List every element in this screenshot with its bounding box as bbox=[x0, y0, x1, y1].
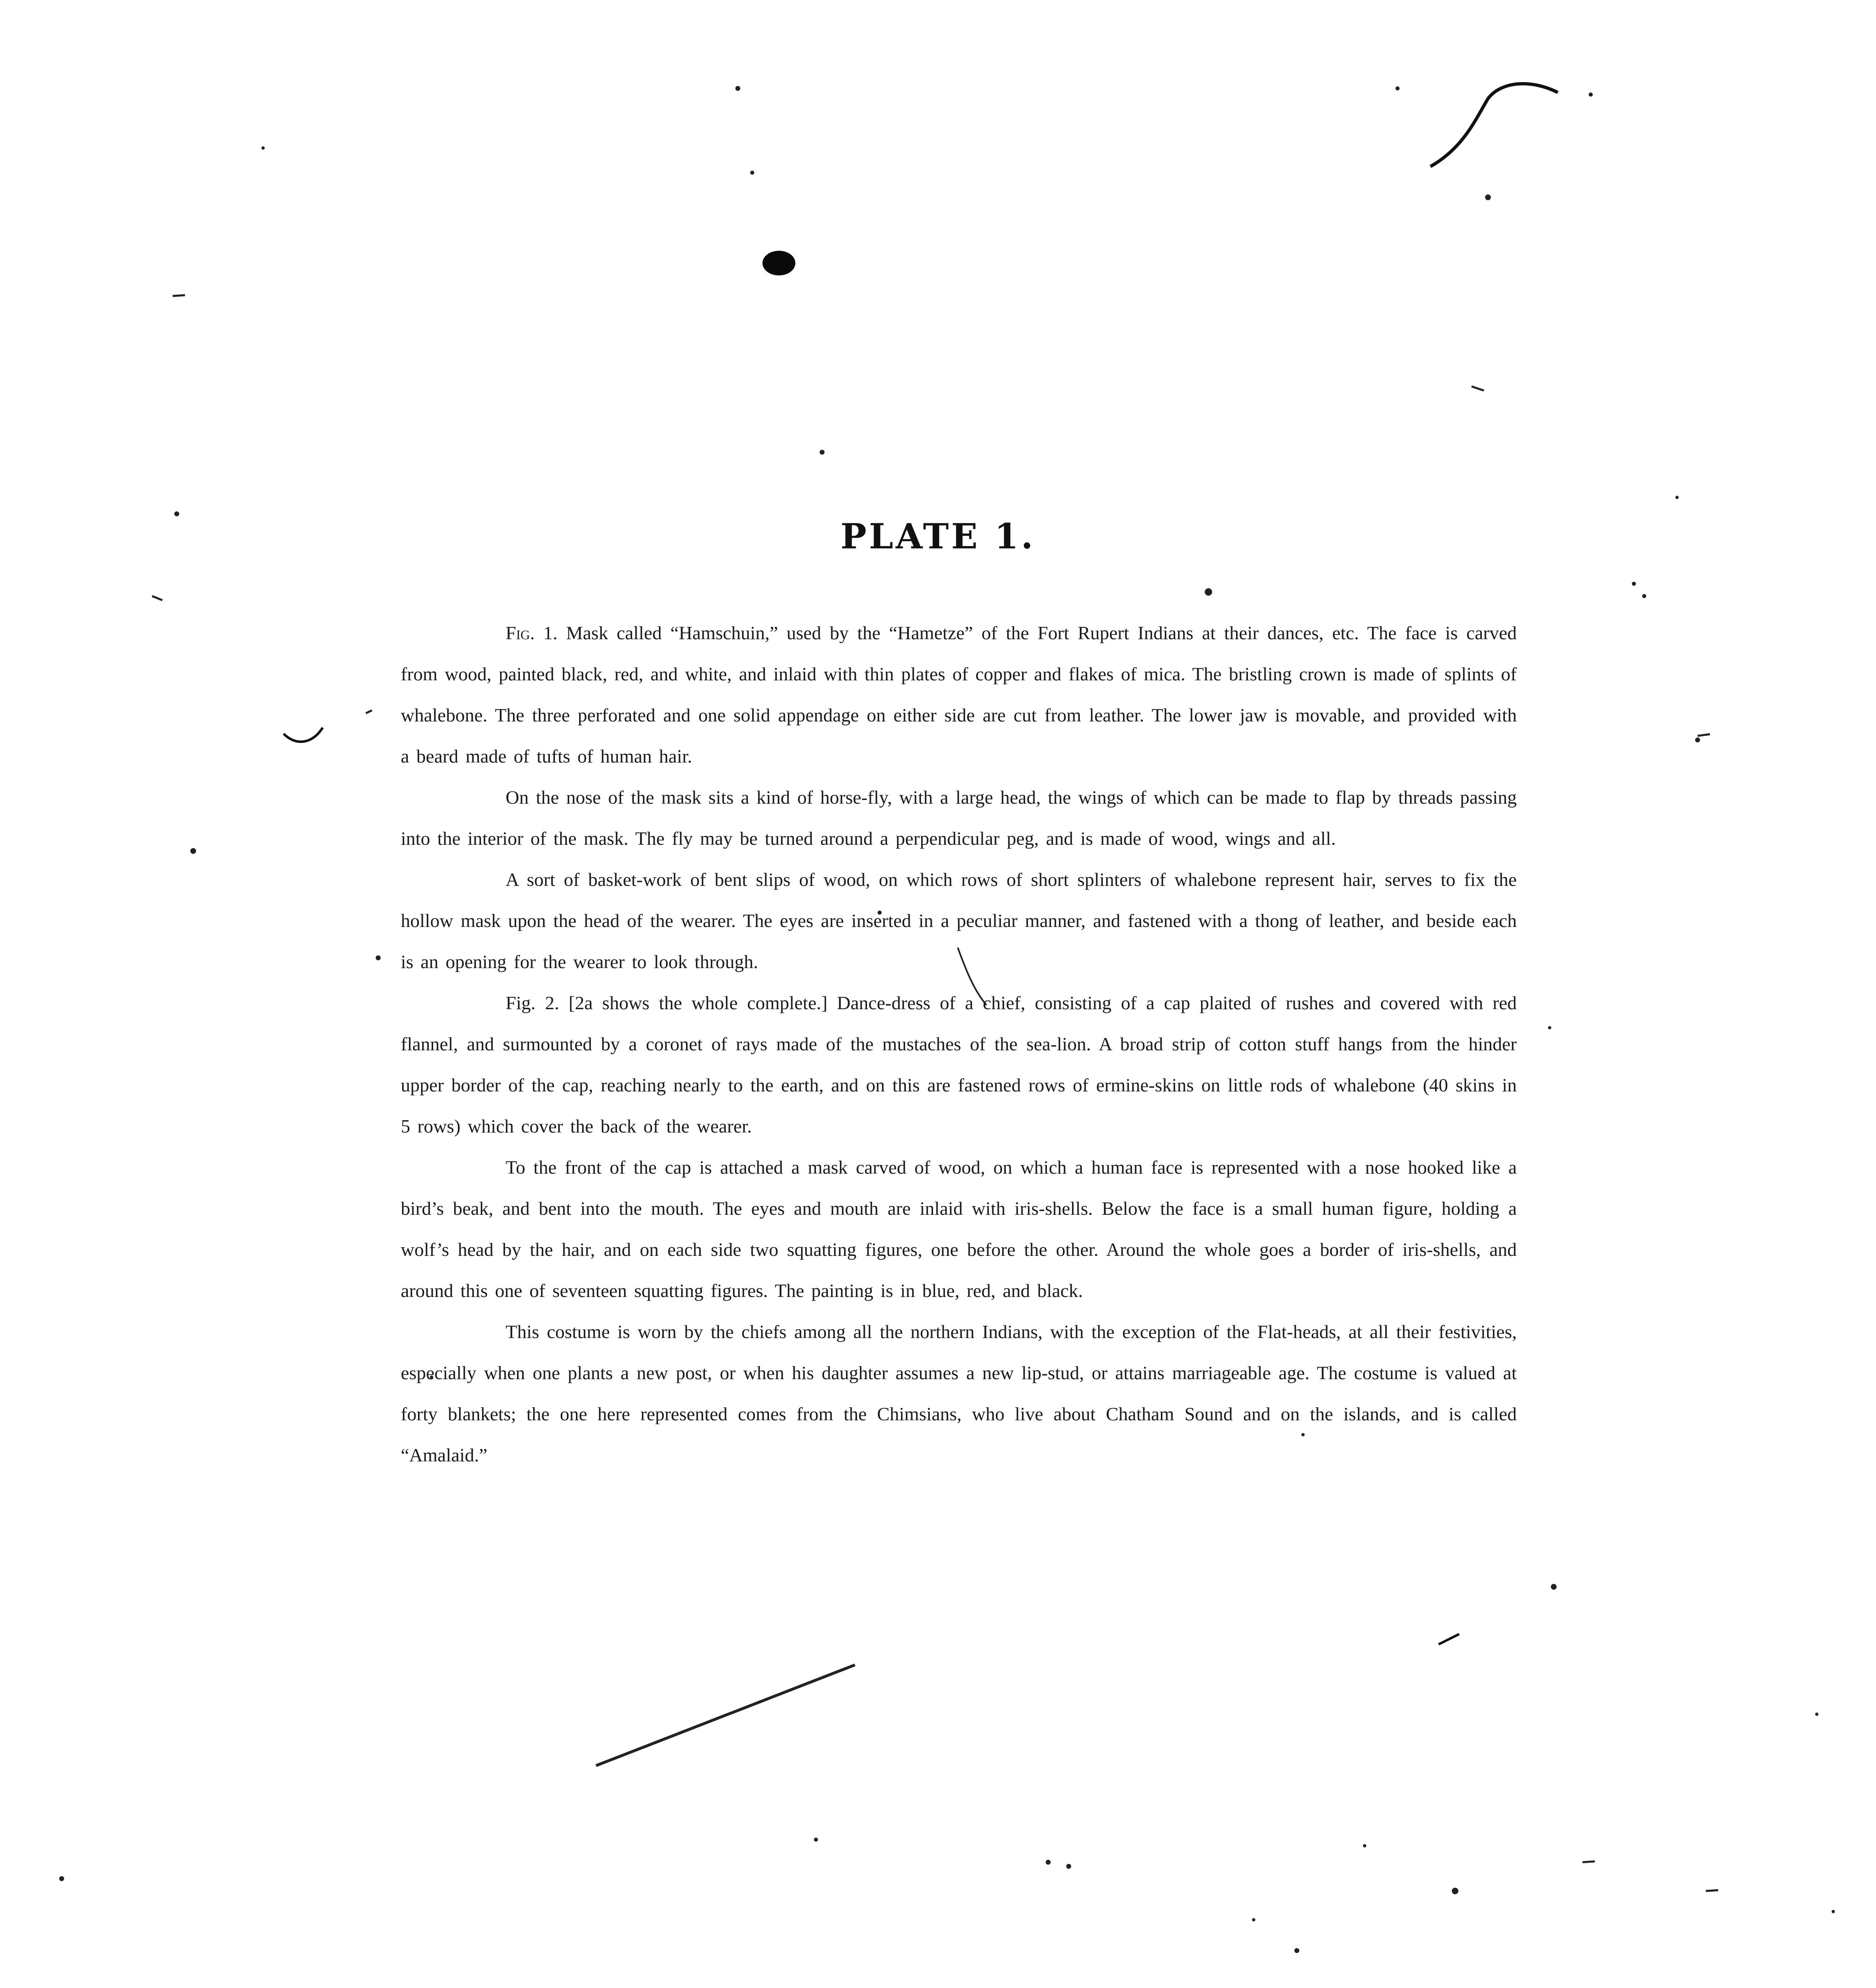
paragraph-fig-2 bbox=[401, 982, 1517, 1147]
paragraph-text: Mask called “Hamschuin,” used by the “Hametze” of the Fort Rupert Indians at their dances, etc. The face is carved from wood, painted black, red, and white, and inlaid with thin plates of copper and flakes of mica. The bristling crown is made of splints of whalebone. The three perforated and one solid appendage on either side are cut from leather. The lower jaw is movable, and provided with a beard made of tufts of human hair. bbox=[401, 622, 1517, 767]
paragraph-fig-1 bbox=[401, 613, 1517, 777]
paragraph-basket-work bbox=[401, 859, 1517, 982]
paragraph-horse-fly bbox=[401, 777, 1517, 859]
paragraph-text: This costume is worn by the chiefs among all the northern Indians, with the exception of the Flat-heads, at all their festivities, especially when one plants a new post, or when his daughter assumes a new lip-stud, or attains marriageable age. The costume is valued at forty blankets; the one here represented comes from the Chimsians, who live about Chatham Sound and on the islands, and is called “Amalaid.” bbox=[401, 1321, 1517, 1466]
pen-stroke-diagonal bbox=[596, 1665, 855, 1766]
paragraph-costume bbox=[401, 1311, 1517, 1476]
paragraph-cap-mask bbox=[401, 1147, 1517, 1311]
pen-stroke-top-right bbox=[1430, 84, 1558, 166]
pen-stroke-bottom-right bbox=[1439, 1634, 1459, 1644]
pen-tick-left bbox=[284, 728, 323, 742]
paragraph-text: On the nose of the mask sits a kind of horse-fly, with a large head, the wings of which can be made to flap by threads passing into the interior of the mask. The fly may be turned around a perpendicular peg, and is made of wood, wings and all. bbox=[401, 787, 1517, 849]
paragraph-text: A sort of basket-work of bent slips of wood, on which rows of short splinters of whalebone represent hair, serves to fix the hollow mask upon the head of the wearer. The eyes are inserted in a peculiar manner, and fastened with a thong of leather, and beside each is an opening for the wearer to look through. bbox=[401, 869, 1517, 972]
plate-title: PLATE 1. bbox=[840, 516, 1036, 557]
paragraph-text: Fig. 2. [2a shows the whole complete.] Dance-dress of a chief, consisting of a cap plaited of rushes and covered with red flannel, and surmounted by a coronet of rays made of the mustaches of the sea-lion. A broad strip of cotton stuff hangs from the hinder upper border of the cap, reaching nearly to the earth, and on this are fastened rows of ermine-skins on little rods of whalebone (40 skins in 5 rows) which cover the back of the wearer. bbox=[401, 992, 1517, 1137]
ink-blot bbox=[762, 251, 795, 275]
paragraph-text: To the front of the cap is attached a mask carved of wood, on which a human face is represented with a nose hooked like a bird’s beak, and bent into the mouth. The eyes and mouth are inlaid with iris-shells. Below the face is a small human figure, holding a wolf’s head by the hair, and on each side two squatting figures, one before the other. Around the whole goes a border of iris-shells, and around this one of seventeen squatting figures. The painting is in blue, red, and black. bbox=[401, 1157, 1517, 1301]
plate-description bbox=[401, 613, 1517, 1476]
figure-label: Fig. 1. bbox=[506, 622, 558, 643]
